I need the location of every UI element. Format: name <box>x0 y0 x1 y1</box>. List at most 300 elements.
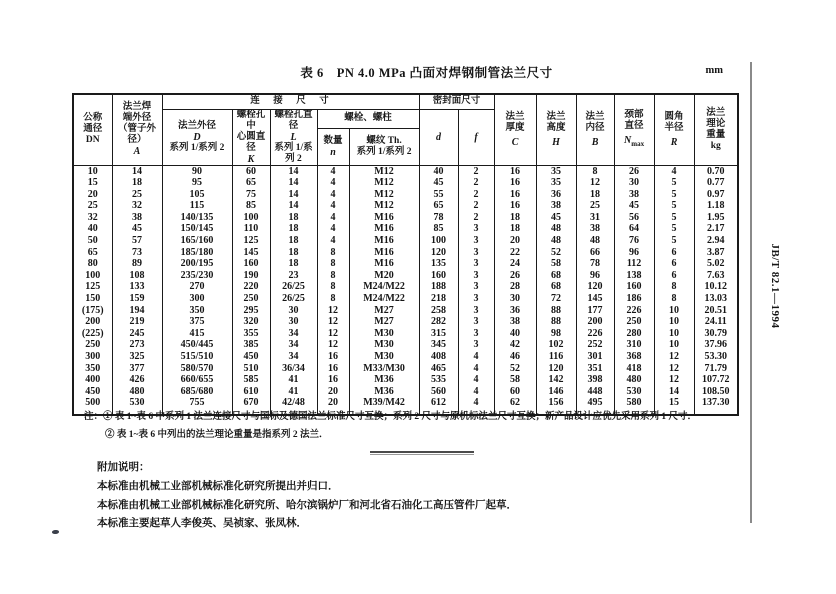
table-cell: 64 <box>614 223 654 235</box>
table-cell: 1.18 <box>694 200 738 212</box>
table-cell: 4 <box>654 165 694 177</box>
table-cell: 76 <box>614 235 654 247</box>
table-cell: 58 <box>536 258 576 270</box>
table-cell: 250 <box>73 339 112 351</box>
table-row <box>73 374 738 386</box>
table-cell: 3.87 <box>694 247 738 259</box>
table-cell: 12 <box>654 374 694 386</box>
table-cell: 20 <box>317 397 349 409</box>
table-cell: 26/25 <box>270 293 317 305</box>
table-cell: M36 <box>349 386 419 398</box>
table-cell: 105 <box>162 189 232 201</box>
table-cell: 135 <box>419 258 458 270</box>
table-cell: M24/M22 <box>349 293 419 305</box>
table-cell: 6 <box>654 247 694 259</box>
table-cell: 18 <box>270 258 317 270</box>
table-cell: 48 <box>536 223 576 235</box>
table-cell: 150 <box>73 293 112 305</box>
table-cell: 177 <box>576 305 614 317</box>
data-table <box>72 93 739 416</box>
table-cell: 245 <box>112 328 162 340</box>
table-cell: 273 <box>112 339 162 351</box>
table-cell: 12 <box>576 177 614 189</box>
table-row <box>73 247 738 259</box>
col-header-f-seal: f <box>458 109 494 165</box>
table-cell: 398 <box>576 374 614 386</box>
table-cell: 4 <box>317 212 349 224</box>
table-row <box>73 235 738 247</box>
table-cell: 20 <box>317 386 349 398</box>
table-cell: 137.30 <box>694 397 738 409</box>
table-cell: 4 <box>317 177 349 189</box>
table-cell: 3 <box>458 316 494 328</box>
table-cell: 2 <box>458 200 494 212</box>
table-cell: 24.11 <box>694 316 738 328</box>
table-cell: 755 <box>162 397 232 409</box>
table-row <box>73 351 738 363</box>
table-cell: 186 <box>614 293 654 305</box>
footer-line-1: 本标准由机械工业部机械标准化研究所提出并归口． <box>97 480 339 492</box>
table-header <box>73 94 738 165</box>
table-cell: 38 <box>536 200 576 212</box>
table-cell: 20.51 <box>694 305 738 317</box>
table-cell: 100 <box>419 235 458 247</box>
col-header-d-seal: d <box>419 109 458 165</box>
table-cell: 88 <box>536 316 576 328</box>
table-cell: M12 <box>349 200 419 212</box>
table-cell: 98 <box>536 328 576 340</box>
table-cell: 165/160 <box>162 235 232 247</box>
table-cell: 585 <box>232 374 270 386</box>
table-cell: 156 <box>536 397 576 409</box>
table-cell: 34 <box>270 351 317 363</box>
table-cell: 35 <box>536 177 576 189</box>
col-header-h: 法兰 高度 H <box>536 94 576 165</box>
table-cell: 5 <box>654 235 694 247</box>
table-cell: 612 <box>419 397 458 409</box>
table-row <box>73 270 738 282</box>
table-cell: 42/48 <box>270 397 317 409</box>
table-cell: 3 <box>458 223 494 235</box>
table-cell: 4 <box>317 235 349 247</box>
table-cell: 5 <box>654 200 694 212</box>
table-cell: 2 <box>458 177 494 189</box>
table-cell: 89 <box>112 258 162 270</box>
table-cell: 450/445 <box>162 339 232 351</box>
unit-label: mm <box>705 65 723 76</box>
table-cell: M16 <box>349 235 419 247</box>
table-cell: 345 <box>419 339 458 351</box>
table-cell: 38 <box>614 189 654 201</box>
table-cell: 226 <box>614 305 654 317</box>
table-cell: 14 <box>270 200 317 212</box>
table-cell: 45 <box>536 212 576 224</box>
table-cell: 295 <box>232 305 270 317</box>
table-cell: 5 <box>654 189 694 201</box>
col-header-n-qty: 数量 n <box>317 128 349 165</box>
table-cell: M20 <box>349 270 419 282</box>
table-body <box>73 165 738 415</box>
table-row <box>73 293 738 305</box>
table-cell: 580/570 <box>162 363 232 375</box>
table-cell: 7.63 <box>694 270 738 282</box>
table-cell: 450 <box>73 386 112 398</box>
table-cell: 13.03 <box>694 293 738 305</box>
table-cell: 62 <box>494 397 536 409</box>
table-cell: 85 <box>419 223 458 235</box>
table-cell: 320 <box>232 316 270 328</box>
table-cell: 40 <box>73 223 112 235</box>
table-cell: 31 <box>576 212 614 224</box>
table-cell: 6 <box>654 258 694 270</box>
table-cell: M16 <box>349 212 419 224</box>
table-cell: 14 <box>112 165 162 177</box>
table-cell: 500 <box>73 397 112 409</box>
table-cell: 38 <box>576 223 614 235</box>
additional-notes <box>97 459 517 534</box>
col-header-nmax: 颈部 直径 $N_{max}$ <box>614 94 654 165</box>
table-cell: 88 <box>536 305 576 317</box>
table-cell: 38 <box>494 316 536 328</box>
table-cell: 160 <box>614 281 654 293</box>
table-cell: 5 <box>654 212 694 224</box>
table-cell: 18 <box>576 189 614 201</box>
table-cell: 16 <box>494 165 536 177</box>
table-cell: 56 <box>614 212 654 224</box>
table-cell: 120 <box>419 247 458 259</box>
table-cell: M12 <box>349 177 419 189</box>
table-cell: 52 <box>494 363 536 375</box>
table-cell: 252 <box>576 339 614 351</box>
table-cell: 53.30 <box>694 351 738 363</box>
table-cell: 3 <box>458 293 494 305</box>
table-cell: M39/M42 <box>349 397 419 409</box>
table-cell: 42 <box>494 339 536 351</box>
table-cell: 480 <box>614 374 654 386</box>
table-cell: 465 <box>419 363 458 375</box>
table-cell: M12 <box>349 165 419 177</box>
table-cell: 194 <box>112 305 162 317</box>
table-cell: 218 <box>419 293 458 305</box>
table-cell: 450 <box>232 351 270 363</box>
table-row <box>73 386 738 398</box>
table-cell: 8 <box>317 281 349 293</box>
table-cell: 1.95 <box>694 212 738 224</box>
table-cell: 2 <box>458 212 494 224</box>
table-cell: 78 <box>419 212 458 224</box>
table-caption: 表 6 PN 4.0 MPa 凸面对焊钢制管法兰尺寸 <box>300 66 553 80</box>
table-cell: 36 <box>536 189 576 201</box>
col-header-d-outer: 法兰外径 D 系列 1/系列 2 <box>162 109 232 165</box>
table-cell: 4 <box>458 363 494 375</box>
title-row <box>72 63 737 81</box>
table-cell: (175) <box>73 305 112 317</box>
table-notes <box>84 408 697 444</box>
table-cell: 510 <box>232 363 270 375</box>
table-cell: 18 <box>494 223 536 235</box>
table-cell: 660/655 <box>162 374 232 386</box>
table-cell: 48 <box>576 235 614 247</box>
col-header-c: 法兰 厚度 C <box>494 94 536 165</box>
table-cell: 150/145 <box>162 223 232 235</box>
table-cell: 3 <box>458 305 494 317</box>
table-cell: 160 <box>419 270 458 282</box>
table-cell: 16 <box>494 189 536 201</box>
col-header-dn: 公称 通径 DN <box>73 94 112 165</box>
table-cell: 18 <box>270 235 317 247</box>
group-header-connection: 连 接 尺 寸 <box>162 94 419 109</box>
table-cell: 250 <box>232 293 270 305</box>
table-cell: 14 <box>270 189 317 201</box>
table-cell: 16 <box>317 351 349 363</box>
table-cell: 125 <box>73 281 112 293</box>
table-cell: 226 <box>576 328 614 340</box>
table-cell: 125 <box>232 235 270 247</box>
table-cell: 16 <box>494 200 536 212</box>
table-cell: 250 <box>614 316 654 328</box>
table-cell: 71.79 <box>694 363 738 375</box>
table-cell: 60 <box>494 386 536 398</box>
table-cell: 28 <box>494 281 536 293</box>
table-cell: 140/135 <box>162 212 232 224</box>
table-cell: 23 <box>270 270 317 282</box>
table-cell: 78 <box>576 258 614 270</box>
table-cell: 3 <box>458 235 494 247</box>
table-cell: 100 <box>73 270 112 282</box>
table-cell: 12 <box>654 351 694 363</box>
table-cell: 100 <box>232 212 270 224</box>
table-cell: M27 <box>349 316 419 328</box>
table-cell: 301 <box>576 351 614 363</box>
table-cell: 30.79 <box>694 328 738 340</box>
table-cell: 36 <box>494 305 536 317</box>
table-cell: 351 <box>576 363 614 375</box>
table-cell: 80 <box>73 258 112 270</box>
table-cell: 188 <box>419 281 458 293</box>
table-cell: 45 <box>419 177 458 189</box>
table-cell: 8 <box>317 247 349 259</box>
col-header-k: 螺栓孔中 心圆直径 K <box>232 109 270 165</box>
section-separator-line-shadow <box>370 454 474 455</box>
table-cell: 96 <box>576 270 614 282</box>
table-cell: 610 <box>232 386 270 398</box>
table-cell: 4 <box>317 189 349 201</box>
table-cell: 8 <box>317 293 349 305</box>
table-cell: 480 <box>112 386 162 398</box>
table-cell: 65 <box>419 200 458 212</box>
table-cell: 145 <box>232 247 270 259</box>
table-cell: 72 <box>536 293 576 305</box>
table-cell: M33/M30 <box>349 363 419 375</box>
footer-heading: 附加说明： <box>97 462 150 473</box>
table-cell: 14 <box>270 177 317 189</box>
group-header-seal-face: 密封面尺寸 <box>419 94 494 109</box>
table-cell: 580 <box>614 397 654 409</box>
col-header-thread: 螺纹 Th. 系列 1/系列 2 <box>349 128 419 165</box>
table-cell: 26/25 <box>270 281 317 293</box>
table-cell: 10 <box>654 339 694 351</box>
table-cell: 12 <box>317 316 349 328</box>
table-cell: 220 <box>232 281 270 293</box>
table-cell: 685/680 <box>162 386 232 398</box>
table-row <box>73 212 738 224</box>
col-header-r: 圆角 半径 R <box>654 94 694 165</box>
table-cell: 8 <box>576 165 614 177</box>
table-cell: 2.94 <box>694 235 738 247</box>
table-cell: 10.12 <box>694 281 738 293</box>
table-cell: 4 <box>317 223 349 235</box>
table-row <box>73 305 738 317</box>
table-cell: 377 <box>112 363 162 375</box>
table-cell: 24 <box>494 258 536 270</box>
note-1: 注：① 表 1~表 6 中系列 1 法兰连接尺寸与国标及德国法兰标准尺寸互换；系列 2 尺寸与原机标法兰尺寸互换；新产品设计应优先采用系列 1 尺寸． <box>84 412 697 422</box>
table-cell: 270 <box>162 281 232 293</box>
table-cell: 408 <box>419 351 458 363</box>
table-cell: M27 <box>349 305 419 317</box>
table-cell: 20 <box>73 189 112 201</box>
table-cell: 8 <box>317 270 349 282</box>
table-cell: 65 <box>73 247 112 259</box>
table-cell: 138 <box>614 270 654 282</box>
table-cell: 385 <box>232 339 270 351</box>
table-cell: 2 <box>458 165 494 177</box>
table-cell: 34 <box>270 339 317 351</box>
table-cell: 25 <box>576 200 614 212</box>
table-cell: 200/195 <box>162 258 232 270</box>
table-cell: 120 <box>576 281 614 293</box>
table-cell: 200 <box>73 316 112 328</box>
table-cell: 315 <box>419 328 458 340</box>
table-cell: 16 <box>317 363 349 375</box>
table-cell: 52 <box>536 247 576 259</box>
col-header-weight: 法兰 理论 重量 kg <box>694 94 738 165</box>
table-cell: 18 <box>112 177 162 189</box>
table-cell: 515/510 <box>162 351 232 363</box>
table-cell: 32 <box>73 212 112 224</box>
footer-line-2: 本标准由机械工业部机械标准化研究所、哈尔滨锅炉厂和河北省石油化工高压管件厂起草． <box>97 499 517 511</box>
table-cell: 20 <box>494 235 536 247</box>
table-cell: 34 <box>270 328 317 340</box>
table-cell: 55 <box>419 189 458 201</box>
table-cell: 4 <box>317 200 349 212</box>
table-cell: 300 <box>73 351 112 363</box>
table-cell: 142 <box>536 374 576 386</box>
table-cell: 670 <box>232 397 270 409</box>
footer-line-3: 本标准主要起草人李俊英、吴祯家、张凤林． <box>97 518 307 530</box>
table-cell: 2 <box>458 189 494 201</box>
table-cell: 560 <box>419 386 458 398</box>
table-cell: 300 <box>162 293 232 305</box>
flange-dimension-table <box>72 93 739 416</box>
table-cell: 4 <box>458 397 494 409</box>
table-cell: 235/230 <box>162 270 232 282</box>
table-cell: 530 <box>614 386 654 398</box>
table-cell: 15 <box>73 177 112 189</box>
table-cell: 108 <box>112 270 162 282</box>
table-cell: 448 <box>576 386 614 398</box>
table-cell: 45 <box>614 200 654 212</box>
table-cell: 25 <box>73 200 112 212</box>
table-cell: 26 <box>614 165 654 177</box>
table-cell: M16 <box>349 258 419 270</box>
table-cell: 350 <box>162 305 232 317</box>
table-cell: 4 <box>458 351 494 363</box>
table-cell: 530 <box>112 397 162 409</box>
table-cell: (225) <box>73 328 112 340</box>
table-cell: 8 <box>654 281 694 293</box>
table-cell: 133 <box>112 281 162 293</box>
table-cell: 116 <box>536 351 576 363</box>
table-row <box>73 200 738 212</box>
table-cell: 6 <box>654 270 694 282</box>
table-cell: 75 <box>232 189 270 201</box>
table-cell: 3 <box>458 258 494 270</box>
table-cell: 45 <box>112 223 162 235</box>
table-cell: 65 <box>232 177 270 189</box>
table-cell: 310 <box>614 339 654 351</box>
col-header-l: 螺栓孔直径 L 系列 1/系列 2 <box>270 109 317 165</box>
table-row <box>73 328 738 340</box>
table-cell: M16 <box>349 247 419 259</box>
table-cell: 5.02 <box>694 258 738 270</box>
table-cell: M36 <box>349 374 419 386</box>
table-cell: 115 <box>162 200 232 212</box>
table-cell: 5 <box>654 177 694 189</box>
table-cell: 108.50 <box>694 386 738 398</box>
table-cell: 40 <box>494 328 536 340</box>
table-cell: 10 <box>654 316 694 328</box>
table-cell: 120 <box>536 363 576 375</box>
table-cell: 12 <box>317 305 349 317</box>
table-cell: 4 <box>317 165 349 177</box>
table-cell: 16 <box>494 177 536 189</box>
table-cell: 60 <box>232 165 270 177</box>
table-cell: 219 <box>112 316 162 328</box>
table-cell: 185/180 <box>162 247 232 259</box>
table-cell: 200 <box>576 316 614 328</box>
table-cell: M24/M22 <box>349 281 419 293</box>
group-header-bolts: 螺栓、螺柱 <box>317 109 419 128</box>
table-cell: 0.77 <box>694 177 738 189</box>
table-cell: 4 <box>458 386 494 398</box>
table-cell: 282 <box>419 316 458 328</box>
table-cell: 190 <box>232 270 270 282</box>
table-spacer-cell <box>694 409 738 415</box>
table-cell: 68 <box>536 270 576 282</box>
table-cell: 14 <box>654 386 694 398</box>
table-cell: 48 <box>536 235 576 247</box>
table-cell: 3 <box>458 270 494 282</box>
table-cell: 535 <box>419 374 458 386</box>
table-cell: 325 <box>112 351 162 363</box>
table-cell: 16 <box>317 374 349 386</box>
table-cell: 41 <box>270 374 317 386</box>
note-2: ② 表 1~表 6 中列出的法兰理论重量是指系列 2 法兰． <box>105 430 329 440</box>
table-cell: 160 <box>232 258 270 270</box>
table-cell: 280 <box>614 328 654 340</box>
table-cell: 495 <box>576 397 614 409</box>
table-row <box>73 363 738 375</box>
table-cell: 73 <box>112 247 162 259</box>
table-row <box>73 165 738 177</box>
table-cell: 12 <box>317 339 349 351</box>
table-cell: 107.72 <box>694 374 738 386</box>
table-row <box>73 189 738 201</box>
table-cell: 110 <box>232 223 270 235</box>
table-cell: 368 <box>614 351 654 363</box>
table-cell: 5 <box>654 223 694 235</box>
table-cell: 30 <box>270 305 317 317</box>
